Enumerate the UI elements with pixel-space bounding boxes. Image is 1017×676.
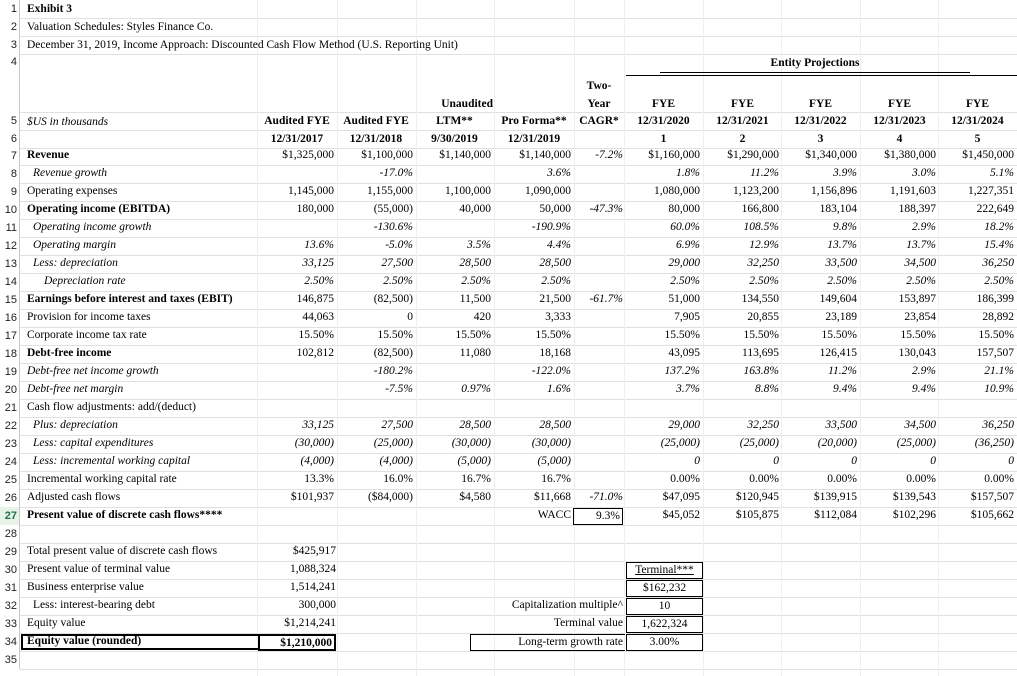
hdr-mid-4: Year (587, 98, 611, 110)
row-label-12: Operating margin (33, 239, 116, 251)
cell-r10-c0: 180,000 (296, 203, 334, 215)
cell-r12-c0: 13.6% (304, 239, 334, 251)
cell-r24-c5: 0 (694, 455, 700, 467)
cell-r19-c6: 163.8% (743, 365, 779, 377)
hdr-mid-5: FYE (652, 98, 675, 110)
cell-r15-c2: 11,500 (459, 293, 491, 305)
hdr-row6-9: 5 (974, 133, 981, 145)
cell-r20-c1: -7.5% (385, 383, 413, 395)
cell-r16-c3: 3,333 (545, 311, 571, 323)
cell-r14-c2: 2.50% (461, 275, 491, 287)
cell-r15-c6: 134,550 (741, 293, 779, 305)
cell-r24-c6: 0 (773, 455, 779, 467)
cell-r25-c0: 13.3% (304, 473, 334, 485)
cell-r26-c3: $11,668 (534, 491, 571, 503)
row-label-24: Less: incremental working capital (33, 455, 191, 467)
row-header-29[interactable]: 29 (0, 543, 20, 561)
cell-r19-c9: 21.1% (984, 365, 1014, 377)
cell-r11-c8: 2.9% (912, 221, 936, 233)
hdr-row5-3: Pro Forma** (501, 115, 567, 127)
cell-r18-c0: 102,812 (296, 347, 334, 359)
cell-r13-c7: 33,500 (825, 257, 857, 269)
cell-r24-c9: 0 (1008, 455, 1014, 467)
hdr-row5-4: CAGR* (579, 115, 619, 127)
cell-r23-c1: (25,000) (373, 437, 413, 449)
row-header-14[interactable]: 14 (0, 273, 20, 291)
cell-r11-c9: 18.2% (984, 221, 1014, 233)
cell-r13-c0: 33,125 (302, 257, 334, 269)
cell-r15-c3: 21,500 (539, 293, 571, 305)
cell-r16-c6: 20,855 (747, 311, 779, 323)
row-label-10: Operating income (EBITDA) (27, 203, 171, 215)
cell-r15-c7: 149,604 (819, 293, 857, 305)
hdr-mid-6: FYE (731, 98, 754, 110)
cell-r7-c4: -7.2% (595, 149, 623, 161)
cell-r17-c8: 15.50% (900, 329, 936, 341)
summary-value-1: 1,088,324 (290, 563, 336, 575)
row-label-21: Cash flow adjustments: add/(deduct) (27, 401, 196, 413)
cell-r17-c7: 15.50% (821, 329, 857, 341)
cell-r20-c8: 9.4% (912, 383, 936, 395)
row-header-35[interactable]: 35 (0, 651, 20, 669)
cell-r7-c8: $1,380,000 (884, 149, 936, 161)
cell-r17-c9: 15.50% (978, 329, 1014, 341)
cell-r22-c9: 36,250 (982, 419, 1014, 431)
cell-r26-c0: $101,937 (290, 491, 334, 503)
cell-r27-c7: $112,084 (814, 509, 857, 521)
row-label-26: Adjusted cash flows (27, 491, 121, 503)
cell-r8-c8: 3.0% (912, 167, 936, 179)
cell-r12-c1: -5.0% (385, 239, 413, 251)
row-header-25[interactable]: 25 (0, 471, 20, 489)
cell-r22-c5: 29,000 (668, 419, 700, 431)
cell-r16-c2: 420 (473, 311, 491, 323)
cell-r13-c2: 28,500 (459, 257, 491, 269)
cell-r17-c6: 15.50% (743, 329, 779, 341)
cell-r26-c9: $157,507 (970, 491, 1014, 503)
cell-r11-c6: 108.5% (743, 221, 779, 233)
row-label-23: Less: capital expenditures (33, 437, 154, 449)
cell-r16-c8: 23,854 (904, 311, 936, 323)
cell-r18-c5: 43,095 (668, 347, 700, 359)
cell-r8-c1: -17.0% (379, 167, 413, 179)
cell-r13-c5: 29,000 (668, 257, 700, 269)
row-header-9[interactable]: 9 (0, 183, 20, 201)
row-header-10[interactable]: 10 (0, 201, 20, 219)
hdr-row5-6: 12/31/2021 (716, 115, 769, 127)
row-label-25: Incremental working capital rate (27, 473, 177, 485)
cell-r19-c8: 2.9% (912, 365, 936, 377)
cell-r22-c3: 28,500 (539, 419, 571, 431)
cell-r14-c7: 2.50% (827, 275, 857, 287)
units-label: $US in thousands (27, 116, 109, 128)
row-label-22: Plus: depreciation (33, 419, 118, 431)
cell-r17-c3: 15.50% (535, 329, 571, 341)
cell-r9-c9: 1,227,351 (968, 185, 1014, 197)
row-header-24[interactable]: 24 (0, 453, 20, 471)
row-header-6[interactable]: 6 (0, 130, 20, 148)
cell-r7-c1: $1,100,000 (361, 149, 413, 161)
row-header-34[interactable]: 34 (0, 633, 20, 651)
cell-r24-c0: (4,000) (300, 455, 334, 467)
hdr-row6-7: 3 (817, 133, 824, 145)
cell-r7-c0: $1,325,000 (282, 149, 334, 161)
cell-r26-c7: $139,915 (813, 491, 857, 503)
cap-multiple-value: 10 (626, 598, 703, 615)
row-header-1[interactable]: 1 (0, 0, 20, 18)
cell-r20-c2: 0.97% (461, 383, 491, 395)
cell-r23-c9: (36,250) (974, 437, 1014, 449)
cell-r8-c6: 11.2% (750, 167, 779, 179)
hdr-mid-9: FYE (966, 98, 989, 110)
cell-r10-c4: -47.3% (589, 203, 623, 215)
cell-r9-c0: 1,145,000 (288, 185, 334, 197)
cell-r20-c5: 3.7% (676, 383, 700, 395)
cell-r23-c6: (25,000) (739, 437, 779, 449)
terminal-cashflow: $162,232 (626, 580, 703, 597)
cell-r12-c8: 13.7% (906, 239, 936, 251)
hdr-row6-3: 12/31/2019 (507, 133, 561, 145)
entity-underline (626, 75, 1017, 76)
cell-r10-c1: (55,000) (373, 203, 413, 215)
cell-r26-c2: $4,580 (459, 491, 491, 503)
ltg-label: Long-term growth rate (470, 634, 625, 651)
cell-r25-c8: 0.00% (906, 473, 936, 485)
cell-r10-c6: 166,800 (741, 203, 779, 215)
exhibit-title: Exhibit 3 (27, 3, 73, 15)
cell-r17-c0: 15.50% (298, 329, 334, 341)
cell-r25-c7: 0.00% (827, 473, 857, 485)
hdr-row6-5: 1 (660, 133, 667, 145)
summary-value-3: 300,000 (298, 599, 336, 611)
row-label-7: Revenue (27, 149, 70, 161)
row-label-14: Depreciation rate (44, 275, 126, 287)
hdr-row6-6: 2 (739, 133, 746, 145)
cell-r18-c3: 18,168 (539, 347, 571, 359)
hdr-row6-8: 4 (896, 133, 903, 145)
row-header-33[interactable]: 33 (0, 615, 20, 633)
row-header-2[interactable]: 2 (0, 18, 20, 36)
row-gridline (20, 669, 1017, 670)
row-header-17[interactable]: 17 (0, 327, 20, 345)
cell-r19-c5: 137.2% (664, 365, 700, 377)
cell-r25-c9: 0.00% (984, 473, 1014, 485)
summary-value-2: 1,514,241 (290, 581, 336, 593)
cell-r10-c9: 222,649 (976, 203, 1014, 215)
wacc-value[interactable]: 9.3% (573, 508, 623, 525)
row-header-32[interactable]: 32 (0, 597, 20, 615)
cell-r12-c9: 15.4% (984, 239, 1014, 251)
row-label-9: Operating expenses (27, 185, 118, 197)
hdr-row6-0: 12/31/2017 (270, 133, 324, 145)
row-header-4[interactable]: 4 (0, 54, 20, 112)
cell-r16-c7: 23,189 (825, 311, 857, 323)
cell-r18-c2: 11,080 (459, 347, 491, 359)
cell-r15-c4: -61.7% (589, 293, 623, 305)
row-header-7[interactable]: 7 (0, 147, 20, 165)
hdr-row5-5: 12/31/2020 (637, 115, 690, 127)
hdr-row5-7: 12/31/2022 (794, 115, 847, 127)
cell-r14-c0: 2.50% (304, 275, 334, 287)
row-gridline (20, 525, 1017, 526)
row-header-20[interactable]: 20 (0, 381, 20, 399)
cell-r9-c8: 1,191,603 (890, 185, 936, 197)
cell-r25-c2: 16.7% (461, 473, 491, 485)
cell-r22-c7: 33,500 (825, 419, 857, 431)
cell-r9-c6: 1,123,200 (733, 185, 779, 197)
cell-r19-c3: -122.0% (531, 365, 571, 377)
cell-r9-c3: 1,090,000 (525, 185, 571, 197)
row-label-18: Debt-free income (27, 347, 112, 359)
cell-r19-c1: -180.2% (373, 365, 413, 377)
row-gridline (20, 651, 1017, 652)
wacc-label: WACC (537, 509, 571, 521)
cell-r22-c8: 34,500 (904, 419, 936, 431)
cell-r26-c1: ($84,000) (367, 491, 413, 503)
company-title: Valuation Schedules: Styles Finance Co. (27, 21, 214, 33)
cell-r13-c8: 34,500 (904, 257, 936, 269)
cell-r24-c7: 0 (851, 455, 857, 467)
cell-r11-c7: 9.8% (833, 221, 857, 233)
hdr-two: Two- (586, 80, 612, 92)
ltg-value[interactable]: 3.00% (626, 634, 703, 651)
row-header-19[interactable]: 19 (0, 363, 20, 381)
cell-r8-c9: 5.1% (990, 167, 1014, 179)
cell-r27-c9: $105,662 (970, 509, 1014, 521)
cell-r23-c2: (30,000) (451, 437, 491, 449)
cell-r22-c0: 33,125 (302, 419, 334, 431)
row-header-3[interactable]: 3 (0, 36, 20, 54)
cell-r8-c3: 3.6% (547, 167, 571, 179)
row-header-5[interactable]: 5 (0, 112, 20, 130)
row-label-13: Less: depreciation (33, 257, 118, 269)
hdr-row5-8: 12/31/2023 (873, 115, 926, 127)
row-header-31[interactable]: 31 (0, 579, 20, 597)
cell-r26-c4: -71.0% (589, 491, 623, 503)
hdr-mid-8: FYE (888, 98, 911, 110)
summary-label-2: Business enterprise value (27, 581, 144, 593)
row-header-15[interactable]: 15 (0, 291, 20, 309)
cell-r25-c3: 16.7% (541, 473, 571, 485)
cell-r18-c6: 113,695 (742, 347, 779, 359)
cell-r15-c8: 153,897 (898, 293, 936, 305)
cell-r7-c7: $1,340,000 (805, 149, 857, 161)
cell-r20-c3: 1.6% (547, 383, 571, 395)
cell-r13-c6: 32,250 (747, 257, 779, 269)
cell-r22-c2: 28,500 (459, 419, 491, 431)
cell-r15-c9: 186,399 (976, 293, 1014, 305)
cell-r20-c9: 10.9% (984, 383, 1014, 395)
row-label-11: Operating income growth (33, 221, 152, 233)
cell-r24-c1: (4,000) (379, 455, 413, 467)
row-label-8: Revenue growth (33, 167, 107, 179)
row-label-19: Debt-free net income growth (27, 365, 159, 377)
summary-label-0: Total present value of discrete cash flows (27, 545, 218, 557)
method-title: December 31, 2019, Income Approach: Discounted Cash Flow Method (U.S. Reporting Unit) (27, 39, 458, 51)
summary-label-3: Less: interest-bearing debt (33, 599, 155, 611)
cell-r9-c1: 1,155,000 (367, 185, 413, 197)
hdr-row6-2: 9/30/2019 (431, 133, 478, 145)
cell-r16-c9: 28,892 (982, 311, 1014, 323)
cell-r10-c7: 183,104 (819, 203, 857, 215)
cell-r23-c8: (25,000) (896, 437, 936, 449)
cell-r14-c3: 2.50% (541, 275, 571, 287)
cell-r17-c2: 15.50% (455, 329, 491, 341)
summary-value-5: $1,210,000 (258, 634, 336, 651)
hdr-row5-9: 12/31/2024 (951, 115, 1004, 127)
row-header-11[interactable]: 11 (0, 219, 20, 237)
cell-r12-c3: 4.4% (547, 239, 571, 251)
cell-r8-c7: 3.9% (833, 167, 857, 179)
cap-multiple-label: Capitalization multiple^ (511, 599, 623, 611)
row-header-13[interactable]: 13 (0, 255, 20, 273)
entity-projections-header: Entity Projections (660, 55, 970, 73)
cell-r9-c5: 1,080,000 (654, 185, 700, 197)
cell-r7-c3: $1,140,000 (519, 149, 571, 161)
row-header-22[interactable]: 22 (0, 417, 20, 435)
cell-r9-c7: 1,156,896 (811, 185, 857, 197)
row-label-15: Earnings before interest and taxes (EBIT) (27, 293, 233, 305)
cell-r22-c6: 32,250 (747, 419, 779, 431)
equity-rounded-box (21, 634, 258, 650)
cell-r16-c1: 0 (407, 311, 413, 323)
cell-r7-c6: $1,290,000 (727, 149, 779, 161)
cell-r27-c5: $45,052 (662, 509, 700, 521)
cell-r15-c1: (82,500) (373, 293, 413, 305)
row-header-26[interactable]: 26 (0, 489, 20, 507)
cell-r13-c3: 28,500 (539, 257, 571, 269)
cell-r9-c2: 1,100,000 (445, 185, 491, 197)
hdr-row6-1: 12/31/2018 (349, 133, 403, 145)
cell-r27-c6: $105,875 (735, 509, 779, 521)
cell-r7-c2: $1,140,000 (439, 149, 491, 161)
cell-r16-c0: 44,063 (302, 311, 334, 323)
cell-r23-c3: (30,000) (531, 437, 571, 449)
cell-r13-c9: 36,250 (982, 257, 1014, 269)
row-label-17: Corporate income tax rate (27, 329, 147, 341)
cell-r14-c9: 2.50% (984, 275, 1014, 287)
row-header-8[interactable]: 8 (0, 165, 20, 183)
row-header-23[interactable]: 23 (0, 435, 20, 453)
cell-r12-c6: 12.9% (749, 239, 779, 251)
cell-r20-c6: 8.8% (755, 383, 779, 395)
cell-r20-c7: 9.4% (833, 383, 857, 395)
terminal-value-label: Terminal value (553, 617, 623, 629)
row-gridline (20, 579, 1017, 580)
cell-r14-c8: 2.50% (906, 275, 936, 287)
cell-r16-c5: 7,905 (674, 311, 700, 323)
row-label-16: Provision for income taxes (27, 311, 151, 323)
cell-r24-c8: 0 (930, 455, 936, 467)
row-header-21[interactable]: 21 (0, 399, 20, 417)
summary-label-1: Present value of terminal value (27, 563, 171, 575)
row-header-27[interactable]: 27 (0, 507, 20, 525)
cell-r18-c9: 157,507 (976, 347, 1014, 359)
cell-r7-c9: $1,450,000 (962, 149, 1014, 161)
cell-r18-c7: 126,415 (819, 347, 857, 359)
cell-r26-c8: $139,543 (892, 491, 936, 503)
cell-r24-c3: (5,000) (537, 455, 571, 467)
cell-r26-c6: $120,945 (735, 491, 779, 503)
cell-r22-c1: 27,500 (381, 419, 413, 431)
cell-r17-c5: 15.50% (664, 329, 700, 341)
cell-r14-c1: 2.50% (383, 275, 413, 287)
cell-r12-c7: 13.7% (827, 239, 857, 251)
summary-label-4: Equity value (27, 617, 86, 629)
cell-r23-c5: (25,000) (660, 437, 700, 449)
cell-r10-c3: 50,000 (539, 203, 571, 215)
terminal-header: Terminal*** (626, 562, 703, 579)
hdr-mid-2: Unaudited (441, 98, 493, 110)
cell-r14-c5: 2.50% (670, 275, 700, 287)
row-header-18[interactable]: 18 (0, 345, 20, 363)
cell-r8-c5: 1.8% (676, 167, 700, 179)
cell-r27-c8: $102,296 (892, 509, 936, 521)
cell-r7-c5: $1,160,000 (648, 149, 700, 161)
hdr-row5-1: Audited FYE (343, 115, 409, 127)
row-label-27: Present value of discrete cash flows**** (27, 509, 223, 521)
row-header-28[interactable]: 28 (0, 525, 20, 543)
row-header-16[interactable]: 16 (0, 309, 20, 327)
cell-r17-c1: 15.50% (377, 329, 413, 341)
cell-r11-c3: -190.9% (531, 221, 571, 233)
cell-r10-c2: 40,000 (459, 203, 491, 215)
cell-r23-c7: (20,000) (817, 437, 857, 449)
cell-r11-c1: -130.6% (373, 221, 413, 233)
cell-r18-c8: 130,043 (898, 347, 936, 359)
hdr-mid-7: FYE (809, 98, 832, 110)
cell-r25-c6: 0.00% (749, 473, 779, 485)
terminal-value: 1,622,324 (626, 616, 703, 633)
cell-r12-c5: 6.9% (676, 239, 700, 251)
cell-r12-c2: 3.5% (467, 239, 491, 251)
hdr-row5-2: LTM** (436, 115, 473, 127)
row-label-20: Debt-free net margin (27, 383, 124, 395)
row-header-12[interactable]: 12 (0, 237, 20, 255)
cell-r14-c6: 2.50% (749, 275, 779, 287)
cell-r23-c0: (30,000) (294, 437, 334, 449)
cell-r15-c0: 146,875 (296, 293, 334, 305)
cell-r11-c5: 60.0% (670, 221, 700, 233)
cell-r24-c2: (5,000) (457, 455, 491, 467)
summary-label-5: Equity value (rounded) (27, 635, 142, 647)
cell-r10-c5: 80,000 (668, 203, 700, 215)
summary-value-0: $425,917 (292, 545, 336, 557)
cell-r19-c7: 11.2% (828, 365, 857, 377)
row-header-30[interactable]: 30 (0, 561, 20, 579)
cell-r15-c5: 51,000 (668, 293, 700, 305)
cell-r25-c1: 16.0% (383, 473, 413, 485)
summary-value-4: $1,214,241 (284, 617, 336, 629)
cell-r10-c8: 188,397 (898, 203, 936, 215)
hdr-row5-0: Audited FYE (264, 115, 330, 127)
cell-r18-c1: (82,500) (373, 347, 413, 359)
cell-r25-c5: 0.00% (670, 473, 700, 485)
cell-r26-c5: $47,095 (662, 491, 700, 503)
cell-r13-c1: 27,500 (381, 257, 413, 269)
